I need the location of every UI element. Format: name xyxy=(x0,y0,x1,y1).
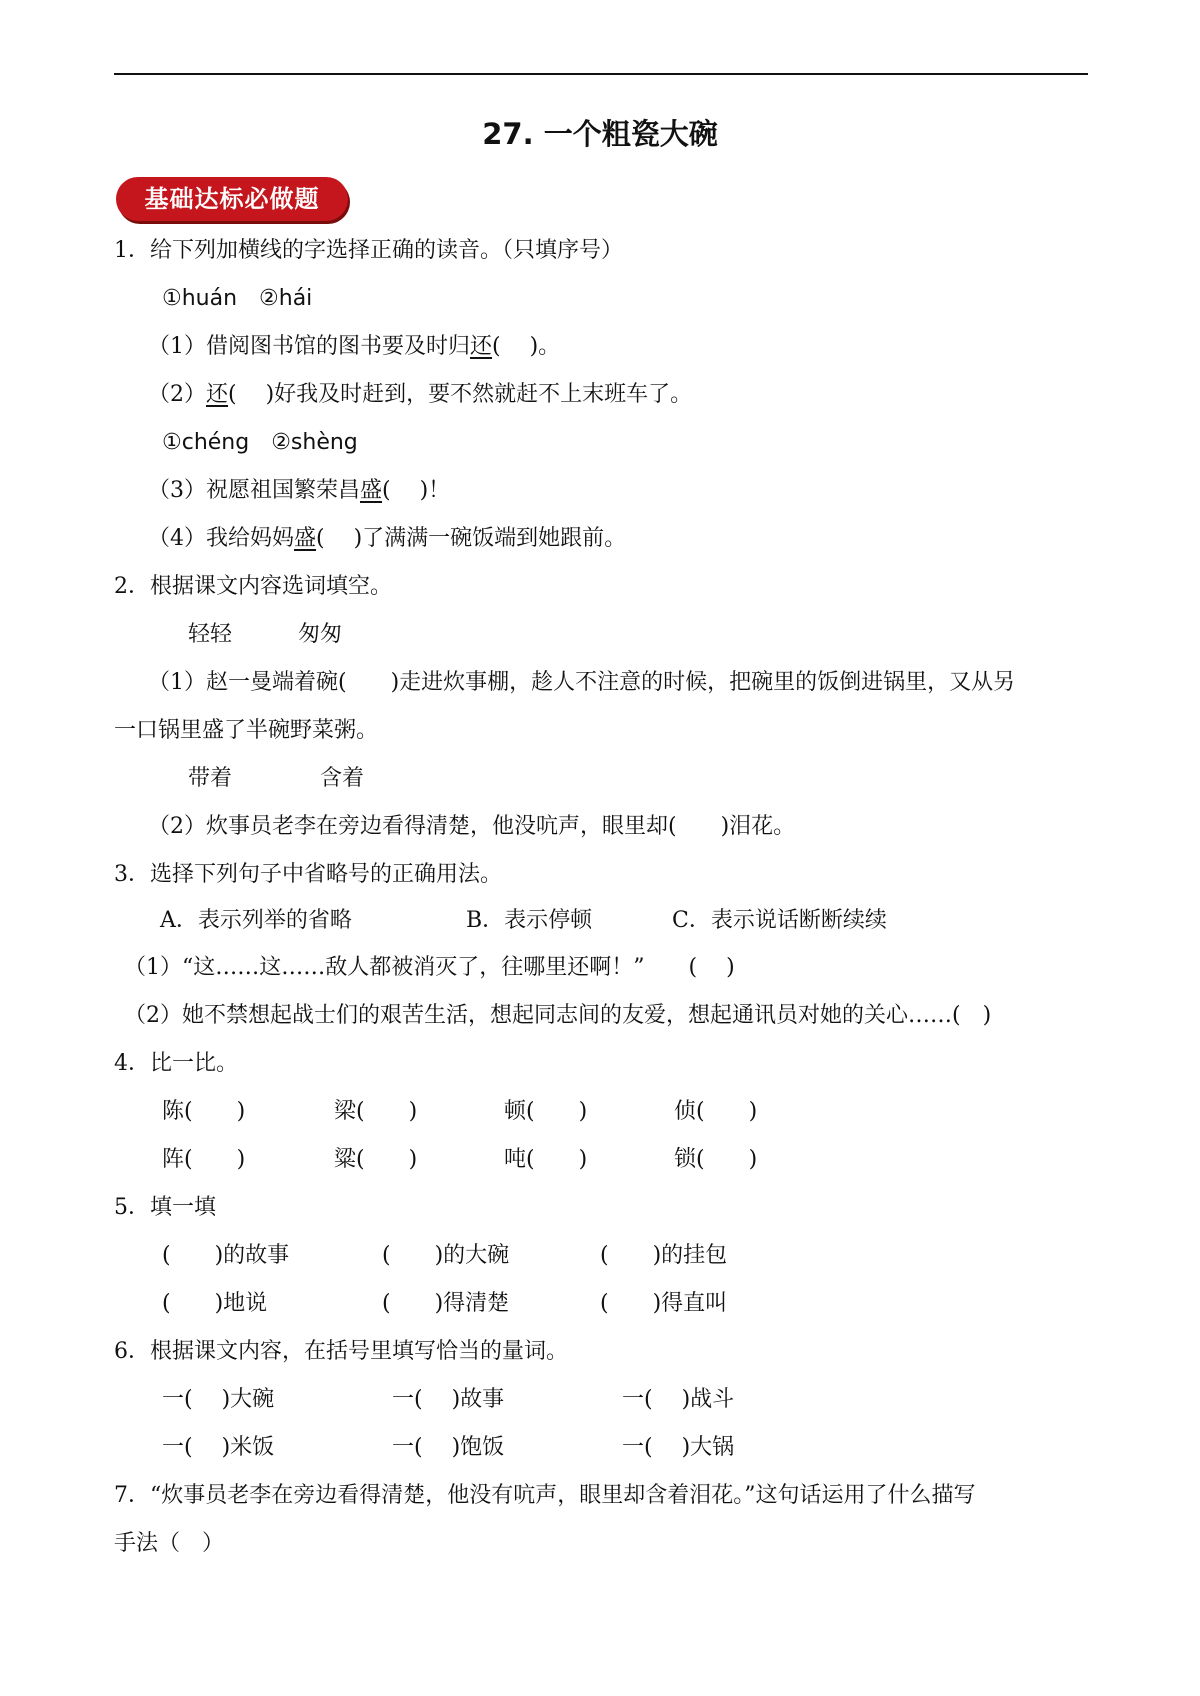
q3-option-a: A．表示列举的省略 xyxy=(160,908,352,933)
q3-option-c: C．表示说话断断续续 xyxy=(672,908,887,933)
q4-cell: 梁( ) xyxy=(334,1099,418,1124)
q7-line-2: 手法（ ） xyxy=(114,1531,225,1556)
q6-cell: 一( )战斗 xyxy=(622,1387,735,1412)
q5-cell: ( )得直叫 xyxy=(600,1291,728,1316)
q5-stem: 5．填一填 xyxy=(114,1195,216,1220)
q1-options-b: ①chéng ②shèng xyxy=(162,430,358,455)
q1-item-2: （2）还( )好我及时赶到，要不然就赶不上末班车了。 xyxy=(148,382,693,407)
underlined-char: 还 xyxy=(206,382,229,407)
q6-cell: 一( )米饭 xyxy=(162,1435,275,1460)
q4-cell: 锁( ) xyxy=(674,1147,758,1172)
q1-stem: 1．给下列加横线的字选择正确的读音。（只填序号） xyxy=(114,238,623,263)
q4-cell: 陈( ) xyxy=(162,1099,246,1124)
q6-cell: 一( )饱饭 xyxy=(392,1435,505,1460)
underlined-char: 盛 xyxy=(294,526,317,551)
q6-stem: 6．根据课文内容，在括号里填写恰当的量词。 xyxy=(114,1339,568,1364)
q5-cell: ( )地说 xyxy=(162,1291,268,1316)
q5-cell: ( )的故事 xyxy=(162,1243,290,1268)
q4-cell: 吨( ) xyxy=(504,1147,588,1172)
q6-cell: 一( )大锅 xyxy=(622,1435,735,1460)
q3-stem: 3．选择下列句子中省略号的正确用法。 xyxy=(114,862,502,887)
q3-option-b: B．表示停顿 xyxy=(466,908,593,933)
q4-stem: 4．比一比。 xyxy=(114,1051,238,1076)
q6-cell: 一( )大碗 xyxy=(162,1387,275,1412)
q7-line-1: 7．“炊事员老李在旁边看得清楚，他没有吭声，眼里却含着泪花。”这句话运用了什么描写 xyxy=(114,1483,976,1508)
q1-item-4: （4）我给妈妈盛( )了满满一碗饭端到她跟前。 xyxy=(148,526,627,551)
q4-cell: 粱( ) xyxy=(334,1147,418,1172)
q2-word-choices-1: 轻轻 匆匆 xyxy=(188,622,343,647)
q1-item-1: （1）借阅图书馆的图书要及时归还( )。 xyxy=(148,334,561,359)
q1-item-3: （3）祝愿祖国繁荣昌盛( )！ xyxy=(148,478,451,503)
section-badge: 基础达标必做题 xyxy=(116,177,348,221)
q5-cell: ( )的大碗 xyxy=(382,1243,510,1268)
q5-cell: ( )得清楚 xyxy=(382,1291,510,1316)
q4-cell: 阵( ) xyxy=(162,1147,246,1172)
underlined-char: 还 xyxy=(470,334,493,359)
q3-sentence-1: （1）“这……这……敌人都被消灭了，往哪里还啊！” ( ) xyxy=(124,955,735,980)
q6-cell: 一( )故事 xyxy=(392,1387,505,1412)
q2-sentence-1b: 一口锅里盛了半碗野菜粥。 xyxy=(114,718,379,743)
q4-cell: 侦( ) xyxy=(674,1099,758,1124)
q2-stem: 2．根据课文内容选词填空。 xyxy=(114,574,392,599)
page-title: 27. 一个粗瓷大碗 xyxy=(482,117,718,151)
header-rule xyxy=(114,73,1088,75)
q2-sentence-1a: （1）赵一曼端着碗( )走进炊事棚，趁人不注意的时候，把碗里的饭倒进锅里，又从另 xyxy=(148,670,1016,695)
q5-cell: ( )的挂包 xyxy=(600,1243,728,1268)
underlined-char: 盛 xyxy=(360,478,383,503)
q3-sentence-2: （2）她不禁想起战士们的艰苦生活，想起同志间的友爱，想起通讯员对她的关心……( ) xyxy=(124,1003,992,1028)
q1-options-a: ①huán ②hái xyxy=(162,286,313,311)
q4-cell: 顿( ) xyxy=(504,1099,588,1124)
q2-sentence-2: （2）炊事员老李在旁边看得清楚，他没吭声，眼里却( )泪花。 xyxy=(148,814,796,839)
q2-word-choices-2: 带着 含着 xyxy=(188,766,365,791)
